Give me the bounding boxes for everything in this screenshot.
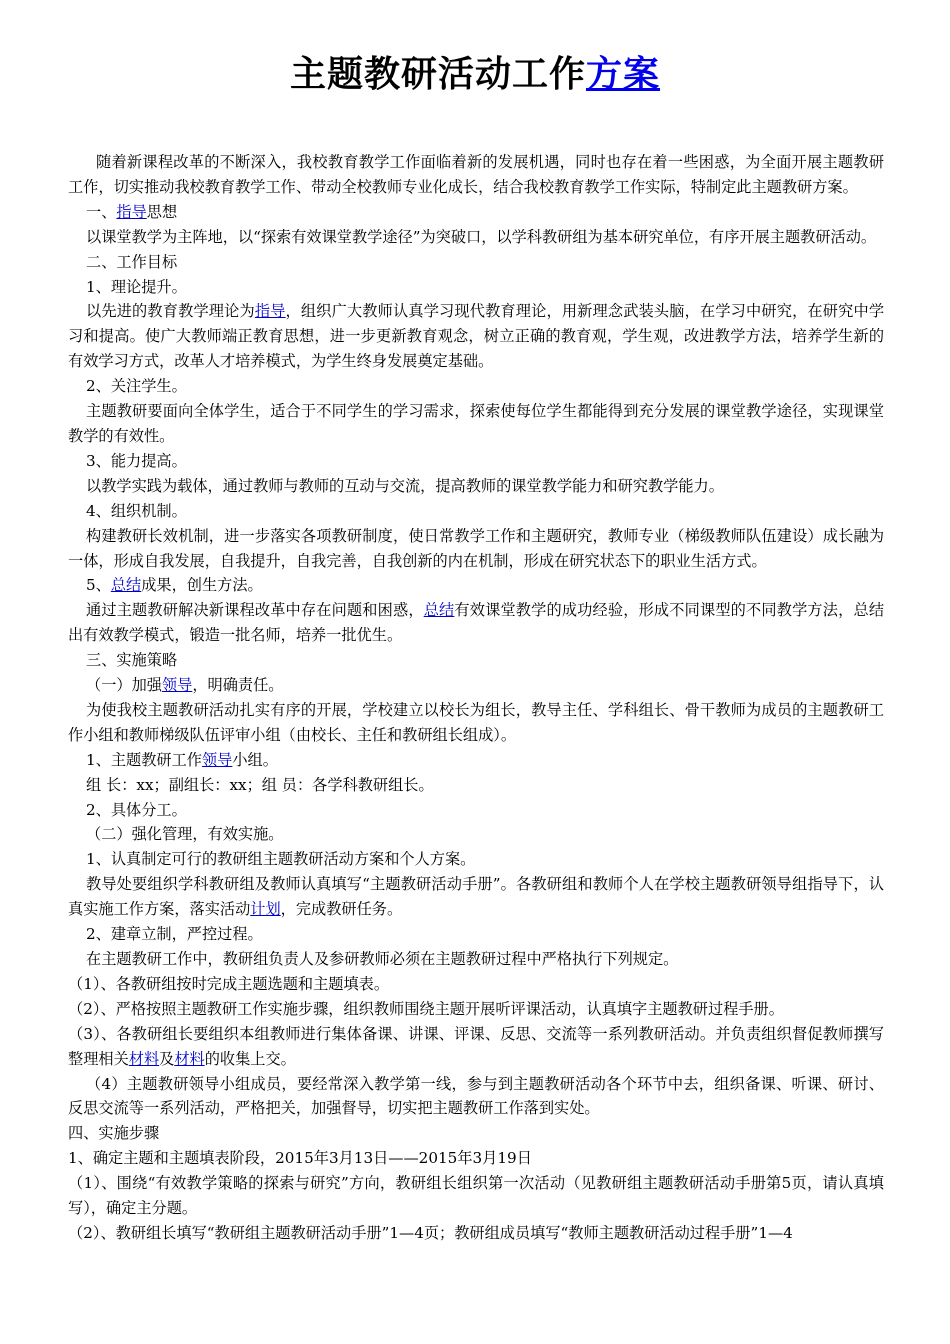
link-zhidao[interactable]: 指导 [116, 202, 147, 221]
list-item [68, 1171, 884, 1221]
para-text: ，组织广大教师认真学习现代教育理论，用新理念武装头脑，在学习中研究，在研究中学习和提高。使广大教师端正教育思想，进一步更新教育观念，树立正确的教育观，学生观，改进教学方法，培养学生新的有效学习方式，改革人才培养模式，为学生终身发展奠定基础。 [68, 302, 885, 371]
link-lingdao[interactable]: 领导 [161, 676, 193, 695]
section-heading [68, 648, 884, 673]
subheading [68, 275, 884, 300]
para-text: 成果，创生方法。 [141, 576, 263, 595]
para-text: （2）、教研组长填写“教研组主题教研活动手册”1—4页；教研组成员填写“教师主题教研活动过程手册”1—4 [68, 1223, 793, 1242]
page-title [0, 50, 950, 100]
link-zhidao[interactable]: 指导 [254, 302, 286, 321]
paragraph [68, 698, 884, 748]
para-text: 为使我校主题教研活动扎实有序的开展，学校建立以校长为组长，教导主任、学科组长、骨干教师为成员的主题教研工作小组和教师梯级队伍评审小组（由校长、主任和教研组长组成）。 [68, 700, 884, 744]
para-text: （4）主题教研领导小组成员，要经常深入教学第一线，参与到主题教研活动各个环节中去，组织备课、听课、研讨、反思交流等一系列活动，严格把关，加强督导，切实把主题教研工作落到实处。 [68, 1074, 884, 1118]
para-text: 三、实施策略 [86, 651, 178, 670]
paragraph [68, 474, 884, 499]
subheading [68, 822, 884, 847]
paragraph [68, 299, 884, 374]
paragraph [68, 225, 884, 250]
list-item [68, 1221, 884, 1246]
subheading [68, 573, 884, 598]
para-text: ，完成教研任务。 [280, 900, 403, 919]
title-text: 主题教研活动工作 [289, 54, 586, 95]
para-text: （3）、各教研组长要组织本组教师进行集体备课、讲课、评课、反思、交流等一系列教研活动。并负责组织督促教师撰写整理相关 [68, 1024, 884, 1068]
paragraph [68, 399, 884, 449]
list-item [68, 1022, 884, 1072]
link-zongjie[interactable]: 总结 [110, 576, 142, 595]
section-heading [68, 250, 884, 275]
para-text: 思想 [146, 202, 178, 221]
paragraph [68, 947, 884, 972]
para-text: （1）、围绕“有效教学策略的探索与研究”方向，教研组长组织第一次活动（见教研组主题教研活动手册第5页，请认真填写），确定主分题。 [68, 1174, 884, 1218]
link-cailiao[interactable]: 材料 [128, 1049, 160, 1068]
paragraph [68, 773, 884, 798]
subheading [68, 1146, 884, 1171]
subheading [68, 847, 884, 872]
subheading [68, 922, 884, 947]
para-text: 一、 [86, 202, 117, 221]
para-text: 1、主题教研工作 [86, 750, 202, 769]
paragraph [68, 598, 884, 648]
list-item [68, 1072, 884, 1122]
para-text: （二）强化管理，有效实施。 [86, 825, 284, 844]
link-zongjie[interactable]: 总结 [423, 601, 455, 620]
section-heading [68, 1121, 884, 1146]
paragraph [68, 524, 884, 574]
para-text: 3、能力提高。 [86, 451, 187, 470]
para-text: 2、具体分工。 [86, 800, 187, 819]
subheading [68, 449, 884, 474]
para-text: 2、关注学生。 [86, 377, 187, 396]
para-text: 5、 [86, 576, 111, 595]
list-item [68, 997, 884, 1022]
subheading [68, 374, 884, 399]
para-text: 1、理论提升。 [86, 277, 187, 296]
para-text: 有效课堂教学的成功经验，形成不同课型的不同教学方法，总结出有效教学模式，锻造一批名师，培养一批优生。 [68, 601, 885, 645]
link-cailiao[interactable]: 材料 [174, 1049, 205, 1068]
para-text: 及 [159, 1049, 175, 1068]
para-text: 二、工作目标 [86, 252, 178, 271]
para-text: 教导处要组织学科教研组及教师认真填写“主题教研活动手册”。各教研组和教师个人在学校主题教研领导组指导下，认真实施工作方案，落实活动 [68, 875, 884, 919]
link-jihua[interactable]: 计划 [250, 900, 281, 919]
para-text: 以先进的教育教学理论为 [86, 302, 255, 321]
para-text: 4、组织机制。 [86, 501, 187, 520]
subheading [68, 499, 884, 524]
subheading [68, 748, 884, 773]
para-text: 的收集上交。 [204, 1049, 296, 1068]
para-text: （2）、严格按照主题教研工作实施步骤，组织教师围绕主题开展听评课活动，认真填字主题教研过程手册。 [68, 999, 784, 1018]
para-text: 组 长：xx；副组长：xx；组 员：各学科教研组长。 [86, 775, 434, 794]
paragraph [68, 872, 884, 922]
para-text: ，明确责任。 [192, 676, 284, 695]
para-text: 在主题教研工作中，教研组负责人及参研教师必须在主题教研过程中严格执行下列规定。 [86, 950, 679, 968]
para-text: （1）、各教研组按时完成主题选题和主题填表。 [68, 974, 390, 993]
link-lingdao[interactable]: 领导 [201, 750, 233, 769]
para-text: 以课堂教学为主阵地，以“探索有效课堂教学途径”为突破口，以学科教研组为基本研究单位，有序开展主题教研活动。 [86, 227, 877, 246]
para-text: 通过主题教研解决新课程改革中存在问题和困惑， [86, 601, 424, 620]
para-text: 1、认真制定可行的教研组主题教研活动方案和个人方案。 [86, 850, 476, 869]
para-text: 1、确定主题和主题填表阶段，2015年3月13日——2015年3月19日 [68, 1149, 532, 1168]
document-body [68, 150, 884, 1246]
para-text: （一）加强 [86, 676, 162, 695]
title-link-fangan[interactable]: 方案 [586, 54, 661, 95]
para-text: 四、实施步骤 [68, 1124, 160, 1143]
para-text: 主题教研要面向全体学生，适合于不同学生的学习需求，探索使每位学生都能得到充分发展的课堂教学途径，实现课堂教学的有效性。 [68, 402, 884, 445]
para-text: 以教学实践为载体，通过教师与教师的互动与交流，提高教师的课堂教学能力和研究教学能力。 [86, 476, 724, 495]
subheading [68, 798, 884, 823]
section-heading [68, 200, 884, 225]
para-text: 2、建章立制，严控过程。 [86, 925, 263, 944]
intro-paragraph [68, 150, 884, 200]
list-item [68, 972, 884, 997]
para-text: 构建教研长效机制，进一步落实各项教研制度，使日常教学工作和主题研究，教师专业（梯级教师队伍建设）成长融为一体，形成自我发展，自我提升，自我完善，自我创新的内在机制，形成在研究状态下的职业生活方式。 [68, 526, 884, 570]
subheading [68, 673, 884, 698]
para-text: 随着新课程改革的不断深入，我校教育教学工作面临着新的发展机遇，同时也存在着一些困惑，为全面开展主题教研工作，切实推动我校教育教学工作、带动全校教师专业化成长，结合我校教育教学工作实际，特制定此主题教研方案。 [68, 153, 884, 196]
para-text: 小组。 [232, 750, 278, 769]
